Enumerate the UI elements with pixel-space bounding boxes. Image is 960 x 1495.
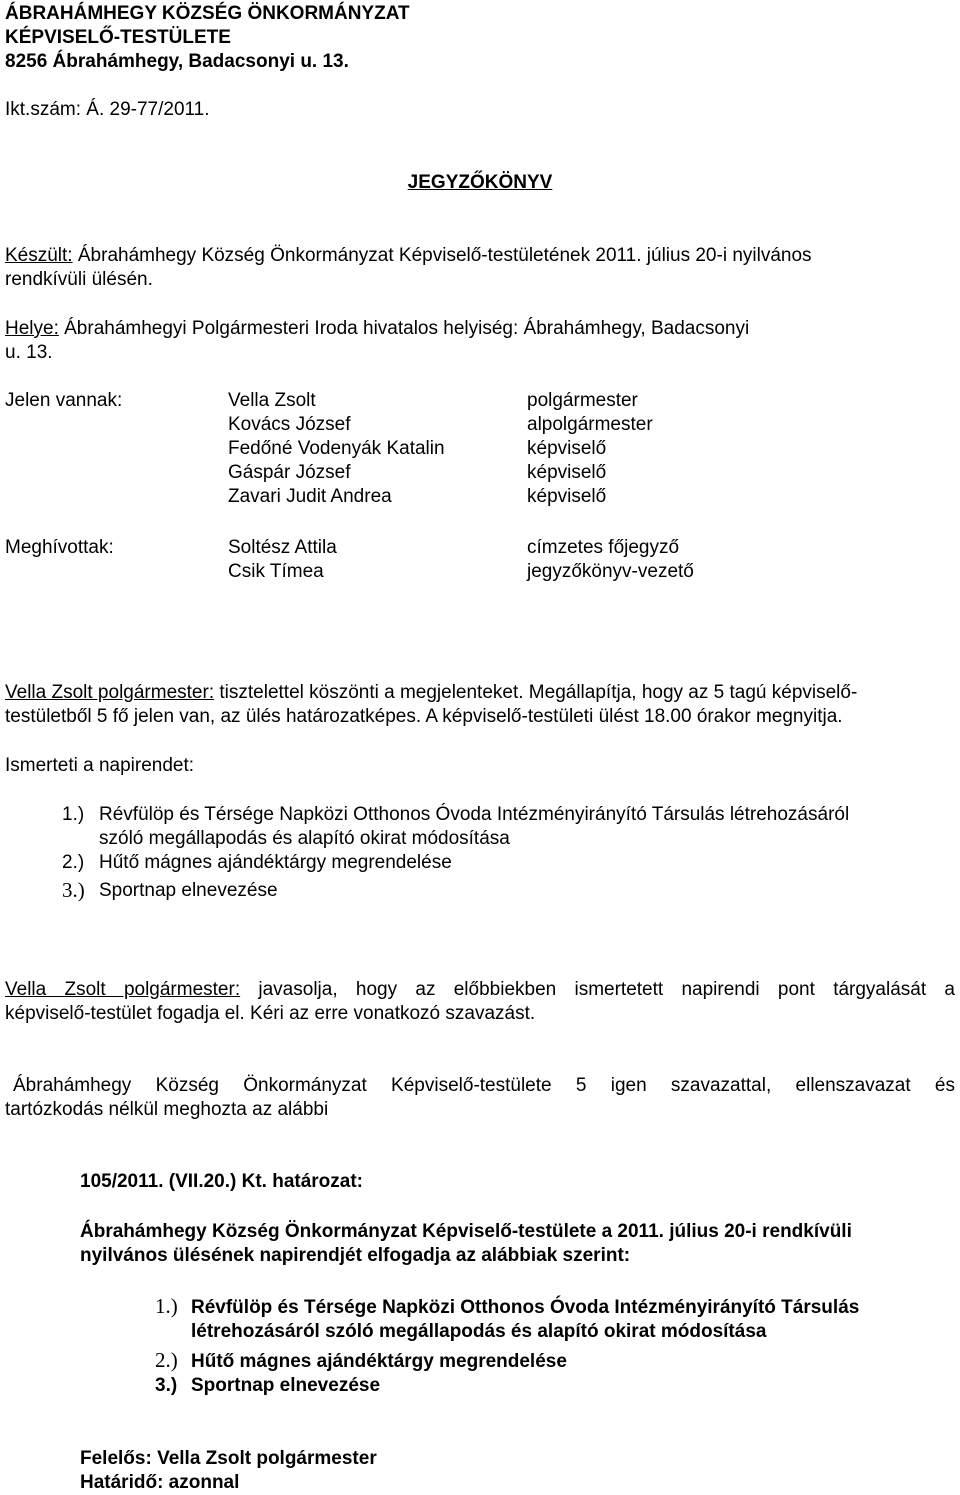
- keszult-label: Készült:: [5, 245, 73, 266]
- resolution-item-2-number: 2.): [155, 1348, 178, 1372]
- keszult-line-2: rendkívüli ülésén.: [5, 269, 153, 290]
- agenda-item-2-number: 2.): [62, 852, 85, 873]
- resolution-item-1-line-2: létrehozásáról szóló megállapodás és alapító okirat módosítása: [191, 1321, 767, 1342]
- attendee-name: Kovács József: [228, 414, 351, 435]
- attendee-name: Fedőné Vodenyák Katalin: [228, 438, 445, 459]
- meghivottak-names: [228, 536, 337, 584]
- proposal-line-2: képviselő-testület fogadja el. Kéri az erre vonatkozó szavazást.: [5, 1003, 536, 1024]
- agenda-item-1-line-1: Révfülöp és Térsége Napközi Otthonos Óvoda Intézményirányító Társulás létrehozásáról: [99, 804, 850, 825]
- header-line-1: ÁBRAHÁMHEGY KÖZSÉG ÖNKORMÁNYZAT: [5, 3, 410, 24]
- invitee-name: Soltész Attila: [228, 537, 337, 558]
- proposal-speaker: Vella Zsolt polgármester:: [5, 979, 241, 1000]
- invitee-name: Csik Tímea: [228, 561, 324, 582]
- attendee-role: képviselő: [527, 486, 607, 507]
- attendee-name: Vella Zsolt: [228, 390, 316, 411]
- resolution-number: 105/2011. (VII.20.) Kt. határozat:: [80, 1171, 364, 1192]
- agenda-item-2: Hűtő mágnes ajándéktárgy megrendelése: [99, 852, 452, 873]
- attendee-role: képviselő: [527, 462, 607, 483]
- jelen-vannak-label: Jelen vannak:: [5, 390, 123, 411]
- helye-line-2: u. 13.: [5, 342, 53, 363]
- helye-line-1: Helye: Ábrahámhegyi Polgármesteri Iroda hivatalos helyiség: Ábrahámhegy, Badacsonyi: [5, 318, 750, 339]
- attendee-role: polgármester: [527, 390, 638, 411]
- resolution-text-line-1: Ábrahámhegy Község Önkormányzat Képviselő-testülete a 2011. július 20-i rendkívüli: [80, 1221, 852, 1242]
- agenda-item-1-number: 1.): [62, 804, 85, 825]
- keszult-line-1: Készült: Ábrahámhegy Község Önkormányzat Képviselő-testületének 2011. július 20-i nyilvános: [5, 245, 812, 266]
- invitee-role: címzetes főjegyző: [527, 537, 680, 558]
- proposal-line-1: Vella Zsolt polgármester: javasolja, hogy az előbbiekben ismertetett napirendi pont tárgyalását a: [5, 979, 955, 1000]
- meghivottak-roles: [527, 536, 694, 584]
- opening-speaker: Vella Zsolt polgármester:: [5, 682, 215, 703]
- resolution-item-1-line-1: Révfülöp és Térsége Napközi Otthonos Óvoda Intézményirányító Társulás: [191, 1297, 860, 1318]
- vote-line-1: Ábrahámhegy Község Önkormányzat Képviselő-testülete 5 igen szavazattal, ellenszavazat és: [13, 1075, 955, 1096]
- invitee-role: jegyzőkönyv-vezető: [527, 561, 694, 582]
- attendee-name: Gáspár József: [228, 462, 351, 483]
- resolution-item-2: Hűtő mágnes ajándéktárgy megrendelése: [191, 1351, 567, 1372]
- agenda-item-3-number: 3.): [62, 878, 85, 902]
- agenda-item-3: Sportnap elnevezése: [99, 880, 278, 901]
- resolution-item-3: Sportnap elnevezése: [191, 1375, 381, 1396]
- document-title: JEGYZŐKÖNYV: [407, 172, 553, 193]
- resolution-item-3-number: 3.): [155, 1375, 178, 1396]
- helye-label: Helye:: [5, 318, 59, 339]
- opening-line-1: Vella Zsolt polgármester: tisztelettel köszönti a megjelenteket. Megállapítja, hogy az 5 tagú képviselő-: [5, 682, 858, 703]
- attendee-role: képviselő: [527, 438, 607, 459]
- attendee-role: alpolgármester: [527, 414, 653, 435]
- meghivottak-label: Meghívottak:: [5, 537, 114, 558]
- jelen-vannak-names: [228, 389, 445, 509]
- header-line-2: KÉPVISELŐ-TESTÜLETE: [5, 27, 231, 48]
- resolution-item-1-number: 1.): [155, 1294, 178, 1318]
- header-address: 8256 Ábrahámhegy, Badacsonyi u. 13.: [5, 51, 349, 72]
- opening-line-2: testületből 5 fő jelen van, az ülés határozatképes. A képviselő-testületi ülést 18.00 órakor megnyitja.: [5, 706, 843, 727]
- jelen-vannak-roles: [527, 389, 653, 509]
- resolution-text-line-2: nyilvános ülésének napirendjét elfogadja az alábbiak szerint:: [80, 1245, 631, 1266]
- agenda-item-1-line-2: szóló megállapodás és alapító okirat módosítása: [99, 828, 510, 849]
- agenda-intro: Ismerteti a napirendet:: [5, 755, 195, 776]
- iktatoszam: Ikt.szám: Á. 29-77/2011.: [5, 99, 210, 120]
- attendee-name: Zavari Judit Andrea: [228, 486, 392, 507]
- vote-line-2: tartózkodás nélkül meghozta az alábbi: [5, 1099, 329, 1120]
- resolution-felelos: Felelős: Vella Zsolt polgármester: [80, 1448, 377, 1469]
- resolution-hatarido: Határidő: azonnal: [80, 1472, 240, 1493]
